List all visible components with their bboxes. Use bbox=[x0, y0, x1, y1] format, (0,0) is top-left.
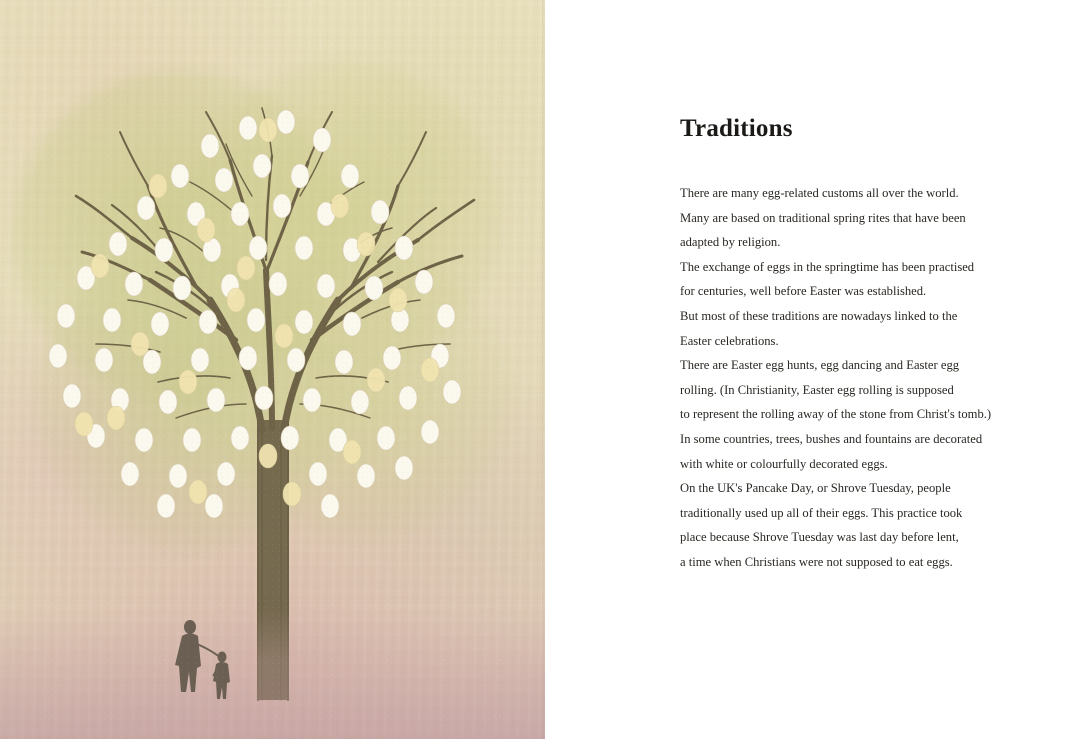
body-line: On the UK's Pancake Day, or Shrove Tuesday, people bbox=[680, 481, 951, 496]
page-title: Traditions bbox=[680, 115, 793, 142]
body-line: Many are based on traditional spring rites that have been bbox=[680, 210, 966, 225]
text-block bbox=[680, 115, 1020, 575]
text-page bbox=[545, 0, 1080, 739]
body-line: adapted by religion. bbox=[680, 235, 781, 250]
body-line: But most of these traditions are nowadays linked to the bbox=[680, 308, 958, 323]
body-line: The exchange of eggs in the springtime has been practised bbox=[680, 259, 975, 274]
body-line: place because Shrove Tuesday was last day before lent, bbox=[680, 530, 959, 545]
body-line: to represent the rolling away of the stone from Christ's tomb.) bbox=[680, 407, 992, 422]
body-line: with white or colourfully decorated eggs. bbox=[680, 456, 888, 471]
body-line: In some countries, trees, bushes and fountains are decorated bbox=[680, 431, 983, 446]
body-line: rolling. (In Christianity, Easter egg rolling is supposed bbox=[680, 382, 954, 397]
body-text bbox=[680, 181, 1010, 575]
body-line: for centuries, well before Easter was established. bbox=[680, 284, 927, 299]
body-line: Easter celebrations. bbox=[680, 333, 779, 348]
body-line: There are Easter egg hunts, egg dancing and Easter egg bbox=[680, 358, 960, 373]
body-line: There are many egg-related customs all over the world. bbox=[680, 186, 959, 200]
body-line: traditionally used up all of their eggs. This practice took bbox=[680, 505, 963, 520]
body-line: a time when Christians were not supposed to eat eggs. bbox=[680, 554, 953, 569]
